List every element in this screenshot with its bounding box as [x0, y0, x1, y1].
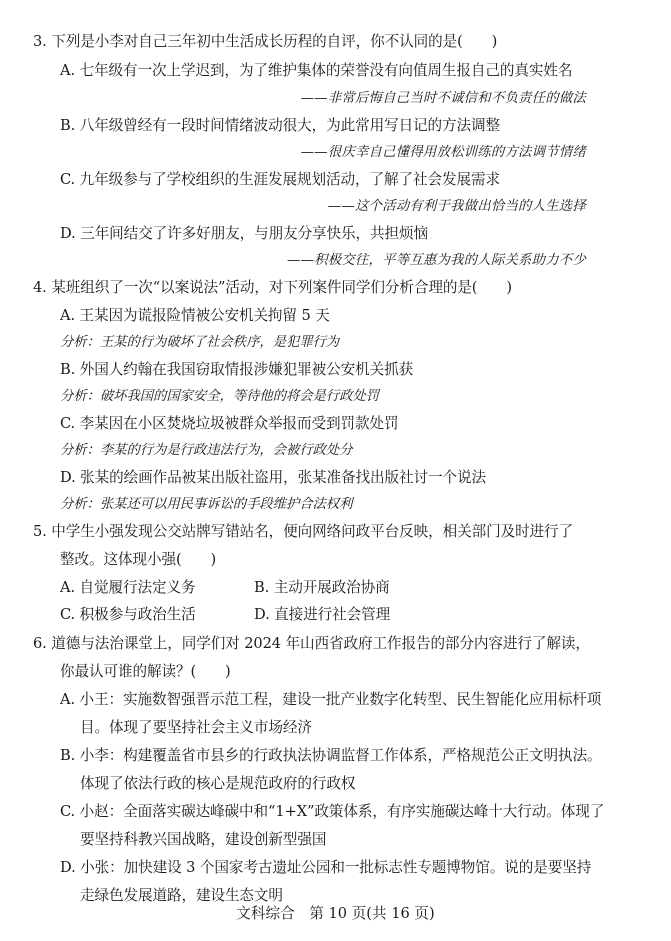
q4-option-b-analysis: 分析：破坏我国的国家安全，等待他的将会是行政处罚: [60, 389, 379, 404]
q3-option-d-comment: ——积极交往，平等互惠为我的人际关系助力不少: [287, 253, 586, 268]
page-footer: 文科综合 第 10 页(共 16 页): [236, 905, 435, 922]
q4-option-b: B. 外国人约翰在我国窃取情报涉嫌犯罪被公安机关抓获: [60, 361, 414, 378]
q5-option-c: C. 积极参与政治生活: [60, 606, 196, 623]
q4-stem: 4. 某班组织了一次“以案说法”活动，对下列案件同学们分析合理的是( ): [33, 279, 512, 296]
q3-option-a: A. 七年级有一次上学迟到，为了维护集体的荣誉没有向值周生报自己的真实姓名: [60, 62, 573, 79]
q4-option-d-analysis: 分析：张某还可以用民事诉讼的手段维护合法权利: [60, 497, 353, 512]
q5-stem-line1: 5. 中学生小强发现公交站牌写错站名，便向网络问政平台反映，相关部门及时进行了: [33, 523, 574, 540]
q6-option-b-line1: B. 小李：构建覆盖省市县乡的行政执法协调监督工作体系，严格规范公正文明执法。: [60, 747, 602, 764]
q6-option-d-line1: D. 小张：加快建设 3 个国家考古遗址公园和一批标志性专题博物馆。说的是要坚持: [60, 859, 592, 876]
q6-option-d-line2: 走绿色发展道路，建设生态文明: [80, 887, 283, 904]
q3-option-b: B. 八年级曾经有一段时间情绪波动很大，为此常用写日记的方法调整: [60, 117, 501, 134]
q6-stem-line2: 你最认可谁的解读？( ): [60, 663, 231, 680]
q3-option-b-comment: ——很庆幸自己懂得用放松训练的方法调节情绪: [300, 145, 586, 160]
q6-option-b-line2: 体现了依法行政的核心是规范政府的行政权: [80, 775, 356, 792]
q3-option-c: C. 九年级参与了学校组织的生涯发展规划活动，了解了社会发展需求: [60, 171, 500, 188]
q4-option-a-analysis: 分析：王某的行为破坏了社会秩序，是犯罪行为: [60, 335, 340, 350]
q5-option-a: A. 自觉履行法定义务: [60, 579, 196, 596]
q5-stem-line2: 整改。这体现小强( ): [60, 551, 217, 568]
q3-stem: 3. 下列是小李对自己三年初中生活成长历程的自评，你不认同的是( ): [33, 33, 498, 50]
q6-option-a-line1: A. 小王：实施数智强晋示范工程，建设一批产业数字化转型、民生智能化应用标杆项: [60, 691, 602, 708]
q6-stem-line1: 6. 道德与法治课堂上，同学们对 2024 年山西省政府工作报告的部分内容进行了解读，: [33, 635, 590, 652]
q4-option-c: C. 李某因在小区焚烧垃圾被群众举报而受到罚款处罚: [60, 415, 399, 432]
q3-option-a-comment: ——非常后悔自己当时不诚信和不负责任的做法: [300, 91, 586, 106]
q6-option-a-line2: 目。体现了要坚持社会主义市场经济: [80, 719, 312, 736]
q5-option-b: B. 主动开展政治协商: [254, 579, 390, 596]
q6-option-c-line2: 要坚持科教兴国战略，建设创新型强国: [80, 831, 327, 848]
q3-option-c-comment: ——这个活动有利于我做出恰当的人生选择: [327, 199, 586, 214]
q5-option-d: D. 直接进行社会管理: [254, 606, 391, 623]
q6-option-c-line1: C. 小赵：全面落实碳达峰碳中和“1+X”政策体系，有序实施碳达峰十大行动。体现了: [60, 803, 605, 820]
q4-option-d: D. 张某的绘画作品被某出版社盗用，张某准备找出版社讨一个说法: [60, 469, 486, 486]
q3-option-d: D. 三年间结交了许多好朋友，与朋友分享快乐，共担烦恼: [60, 225, 429, 242]
q4-option-a: A. 王某因为谎报险情被公安机关拘留 5 天: [60, 307, 330, 324]
q4-option-c-analysis: 分析：李某的行为是行政违法行为，会被行政处分: [60, 443, 353, 458]
